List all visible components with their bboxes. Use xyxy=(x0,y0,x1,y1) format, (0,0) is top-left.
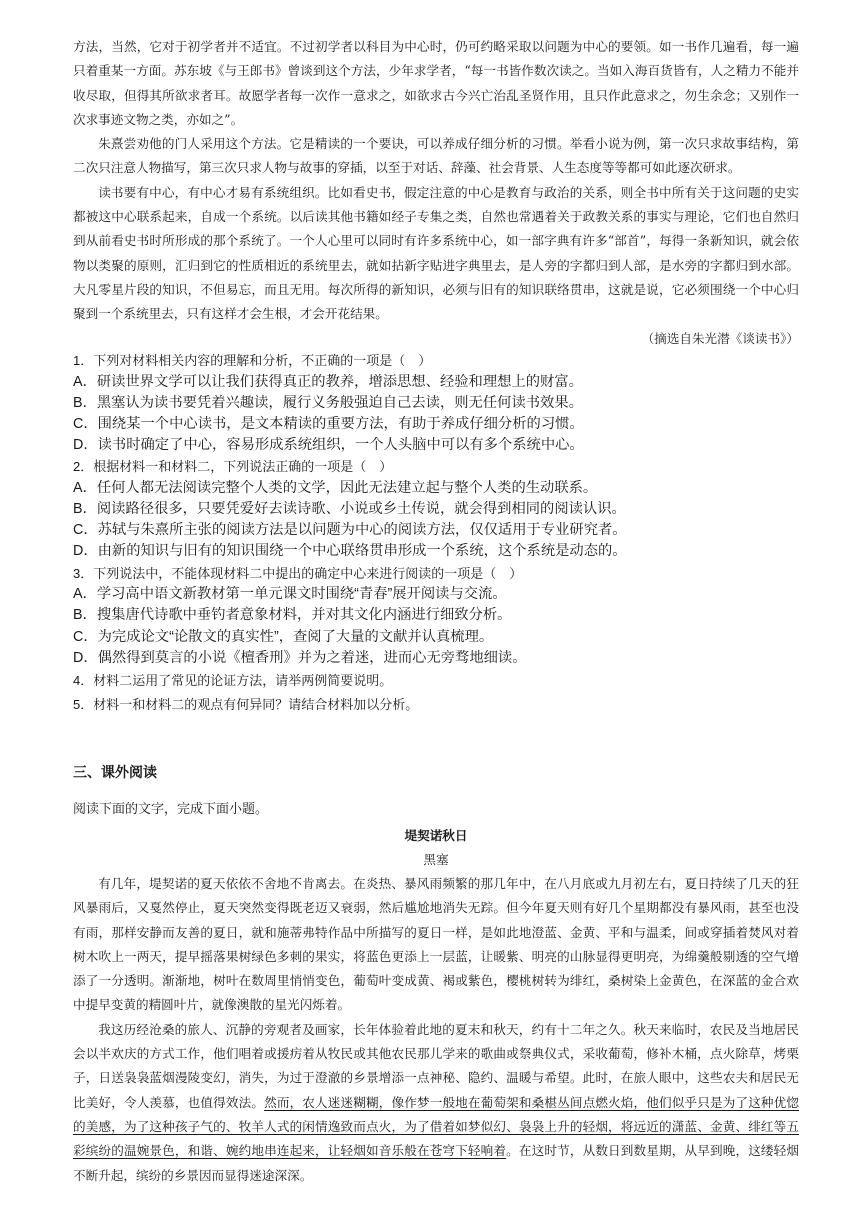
section-heading: 三、课外阅读 xyxy=(73,764,157,780)
question-2-option-d[interactable]: D．由新的知识与旧有的知识围绕一个中心联络贯串形成一个系统，这个系统是动态的。 xyxy=(73,543,627,560)
question-3-stem: 3．下列说法中，不能体现材料二中提出的确定中心来进行阅读的一项是（ ） xyxy=(73,565,523,581)
question-5-stem: 5．材料一和材料二的观点有何异同？请结合材料加以分析。 xyxy=(73,697,419,713)
question-1-option-d[interactable]: D．读书时确定了中心，容易形成系统组织，一个人头脑中可以有多个系统中心。 xyxy=(73,437,584,454)
underlined-sentence: 然而，农人迷迷糊糊，像作梦一般地在葡萄架和桑椹丛间点燃火焰，他们似乎只是为了这种优惚的美感，为了这种孩子气的、牧羊人式的闲情逸致而点火，为了借着如梦似幻、袅袅上升的轻烟，将远近的潇蓝、金黄、绯红等五彩缤纷的温婉景色，和谐、婉约地串连起来，让轻烟如音乐般在苍穹下轻响着 xyxy=(73,1094,800,1159)
question-3-option-a[interactable]: A．学习高中语文新教材第一单元课文时围绕“青春”展开阅读与交流。 xyxy=(73,586,507,603)
article-title: 堤契诺秋日 xyxy=(404,828,468,843)
question-1-option-a[interactable]: A．研读世界文学可以让我们获得真正的教养，增添思想、经验和理想上的财富。 xyxy=(73,373,583,390)
question-2-option-a[interactable]: A．任何人都无法阅读完整个人类的文学，因此无法建立起与整个人类的生动联系。 xyxy=(73,479,598,496)
article-paragraph-1: 有几年，堤契诺的夏天依依不舍地不肯离去。在炎热、暴风雨频繁的那几年中，在八月底或九月初左右，夏日持续了几天的狂风暴雨后，又戛然停止，夏天突然变得既老迈又衰弱，然后尴尬地消失无踪。但今年夏天则有好几个星期都没有暴风雨，甚至也没有雨，那样安静而友善的夏日，就和施蒂弗特作品中所描写的夏日一样，是如此地澄蓝、金黄、平和与温柔，间或穿插着焚风对着树木吹上一两天，提早摇落果树绿色多刺的果实，将蓝色更添上一层蓝，让暖紫、明亮的山脉显得更明亮，为绵羹般剔透的空气增添了一分透明。渐渐地，树叶在数周里悄悄变色，葡萄叶变成黄、褐或紫色，樱桃树转为绯红，桑树染上金黄色，在深蓝的金合欢中提早变黄的精圆叶片，就像澳散的星光闪烁着。 xyxy=(73,876,799,1013)
question-4-stem: 4．材料二运用了常见的论证方法，请举两例简要说明。 xyxy=(73,672,393,688)
passage1-paragraph-3: 读书要有中心，有中心才易有系统组织。比如看史书，假定注意的中心是教育与政治的关系，则全书中所有关于这问题的史实都被这中心联系起来，自成一个系统。以后读其他书籍如经子专集之类，自然也常遇着关于政教关系的事实与理论，它们也自然归到从前看史书时所形成的那个系统了。一个人心里可以同时有许多系统中心，如一部字典有许多“部首”，每得一条新知识，就会依物以类聚的原则，汇归到它的性质相近的系统里去，就如拈新字贴进字典里去，是人旁的字都归到人部，是水旁的字都归到水部。大凡零星片段的知识，不但易忘，而且无用。每次所得的新知识，必须与旧有的知识联络贯串，这就是说，它必须围绕一个中心归聚到一个系统里去，只有这样才会生根，才会开花结果。 xyxy=(73,184,799,322)
question-3-option-c[interactable]: C．为完成论文“论散文的真实性”，查阅了大量的文献并认真梳理。 xyxy=(73,628,494,645)
question-1-option-c[interactable]: C．围绕某一个中心读书，是文本精读的重要方法，有助于养成仔细分析的习惯。 xyxy=(73,415,584,432)
question-1-stem: 1．下列对材料相关内容的理解和分析，不正确的一项是（ ） xyxy=(73,353,432,368)
question-1-option-b[interactable]: B．黑塞认为读书要凭着兴趣读，履行义务般强迫自己去读，则无任何读书效果。 xyxy=(73,394,583,411)
article-paragraph-2-lead: 我这历经沧桑的旅人、沉静的旁观者及画家，长年体验着此地的夏末和秋天，约有十二年之久。秋天来临时，农民及当地居民会以半欢庆的方式工作，他们唱着或援疠着从牧民或其他农民那儿学来的歌曲或祭典仪式，采收葡萄，修补木桶，点火除草，烤栗子，日送袅袅蓝烟漫陵变幻，消失，为过于澄澈的乡景增添一点神秘、隐约、温暖与希望。此时，在旅人眼中，这些农夫和居民无比美好，令人羡慕，也值得效法。 xyxy=(73,1021,799,1110)
passage-material-two xyxy=(73,35,799,327)
article-author: 黑塞 xyxy=(423,852,449,867)
question-3-option-d[interactable]: D．偶然得到莫言的小说《檀香刑》并为之着迷，进而心无旁骛地细读。 xyxy=(73,649,527,666)
question-2-stem: 2．根据材料一和材料二，下列说法正确的一项是（ ） xyxy=(73,459,393,475)
passage1-source: （摘选自朱光潜《谈读书》） xyxy=(641,331,799,346)
passage1-paragraph-1: 方法，当然，它对于初学者并不适宜。不过初学者以科目为中心时，仍可约略采取以问题为中心的要领。如一书作几遍看，每一遍只着重某一方面。苏东坡《与王郎书》曾谈到这个方法，少年求学者，“每一书皆作数次读之。当如入海百货皆有，人之精力不能并收尽取，但得其所欲求者耳。故愿学者每一次作一意求之，如欲求古今兴亡治乱圣贤作用，且只作此意求之，勿生余念；又别作一次求事迹文物之类，亦如之”。 xyxy=(73,39,799,127)
passage1-paragraph-2: 朱熹尝劝他的门人采用这个方法。它是精读的一个要诀，可以养成仔细分析的习惯。举看小说为例，第一次只求故事结构，第二次只注意人物描写，第三次只求人物与故事的穿插，以至于对话、辞藻、社会背景、人生态度等等都可如此逐次研求。 xyxy=(73,136,799,176)
article-body xyxy=(73,872,799,1188)
article-paragraph-2 xyxy=(73,1018,799,1188)
question-2-option-b[interactable]: B．阅读路径很多，只要凭爱好去读诗歌、小说或乡土传说，就会得到相同的阅读认识。 xyxy=(73,501,626,518)
question-3-option-b[interactable]: B．搜集唐代诗歌中垂钓者意象材料，并对其文化内涵进行细致分析。 xyxy=(73,607,512,624)
article-paragraph-2-tail: 。在这时节，从数日到数星期，从早到晚，这缕轻烟不断升起，缤纷的乡景因而显得迷途深深。 xyxy=(73,1143,800,1183)
section-instruction: 阅读下面的文字，完成下面小题。 xyxy=(73,801,269,816)
question-2-option-c[interactable]: C．苏轼与朱熹所主张的阅读方法是以问题为中心的阅读方法，仅仅适用于专业研究者。 xyxy=(73,522,627,539)
question-list xyxy=(73,350,813,718)
